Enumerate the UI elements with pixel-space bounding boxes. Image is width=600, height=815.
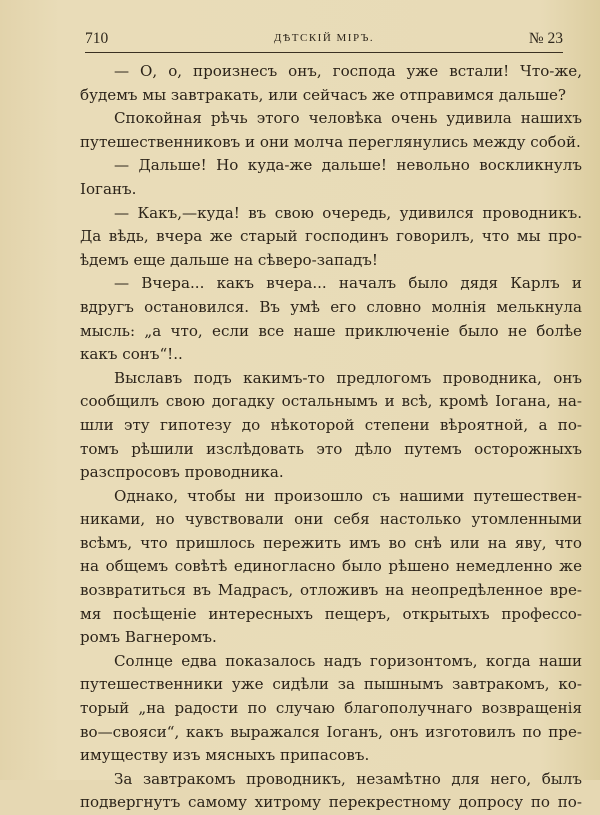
text-line: Солнце едва показалось надъ горизонтомъ, когда наши bbox=[114, 651, 582, 670]
text-line: — Какъ,—куда! въ свою очередь, удивился проводникъ. bbox=[114, 203, 582, 222]
text-line: всѣмъ, что пришлось пережить имъ во снѣ или на яву, что bbox=[80, 533, 582, 552]
paragraph bbox=[80, 650, 582, 768]
text-line: путешественниковъ и они молча переглянулись между собой. bbox=[80, 132, 581, 151]
text-line: будемъ мы завтракать, или сейчасъ же отправимся дальше? bbox=[80, 85, 567, 104]
text-line: ѣдемъ еще дальше на сѣверо-западъ! bbox=[80, 250, 378, 269]
text-line: торый „на радости по случаю благополучнаго возвращенія bbox=[80, 699, 582, 718]
text-line: вдругъ остановился. Въ умѣ его словно молнія мелькнула bbox=[80, 297, 582, 316]
text-line: Іоганъ. bbox=[80, 179, 137, 198]
text-line: — Вчера... какъ вчера... началъ было дядя Карлъ и bbox=[114, 274, 582, 293]
text-line: какъ сонъ“!.. bbox=[80, 345, 183, 364]
paragraph bbox=[80, 367, 582, 485]
article-body bbox=[80, 60, 582, 815]
text-line: мя посѣщеніе интересныхъ пещеръ, открытыхъ профессо- bbox=[80, 604, 582, 623]
running-header bbox=[85, 30, 563, 52]
text-line: никами, но чувствовали они себя настолько утомленными bbox=[80, 510, 582, 529]
issue-number: № 23 bbox=[528, 30, 563, 47]
text-line: шли эту гипотезу до нѣкоторой степени вѣроятной, а по- bbox=[80, 415, 582, 434]
text-line: возвратиться въ Мадрасъ, отложивъ на неопредѣленное вре- bbox=[80, 581, 582, 600]
text-line: томъ рѣшили изслѣдовать это дѣло путемъ осторожныхъ bbox=[80, 439, 582, 458]
text-line: имуществу изъ мясныхъ припасовъ. bbox=[80, 746, 370, 765]
text-line: Выславъ подъ какимъ-то предлогомъ проводника, онъ bbox=[114, 368, 582, 387]
paragraph bbox=[80, 60, 582, 107]
text-line: подвергнутъ самому хитрому перекрестному допросу по по- bbox=[80, 793, 582, 812]
text-line: Однако, чтобы ни произошло съ нашими путешествен- bbox=[114, 486, 582, 505]
paragraph bbox=[80, 154, 582, 201]
text-line: Да вѣдь, вчера же старый господинъ говорилъ, что мы про- bbox=[80, 227, 582, 246]
text-line: разспросовъ проводника. bbox=[80, 463, 284, 482]
text-line: — Дальше! Но куда-же дальше! невольно воскликнулъ bbox=[114, 156, 582, 175]
paragraph bbox=[80, 485, 582, 650]
paragraph bbox=[80, 272, 582, 366]
text-line: — О, о, произнесъ онъ, господа уже встали! Что-же, bbox=[114, 62, 582, 80]
paragraph bbox=[80, 768, 582, 815]
text-line: на общемъ совѣтѣ единогласно было рѣшено немедленно же bbox=[80, 557, 582, 576]
header-rule bbox=[85, 52, 563, 53]
text-line: За завтракомъ проводникъ, незамѣтно для него, былъ bbox=[114, 769, 582, 788]
page-number: 710 bbox=[85, 30, 109, 47]
paragraph bbox=[80, 107, 582, 154]
text-line: мысль: „а что, если все наше приключеніе было не болѣе bbox=[80, 321, 582, 340]
text-line: путешественники уже сидѣли за пышнымъ завтракомъ, ко- bbox=[80, 675, 582, 694]
text-line: Спокойная рѣчь этого человѣка очень удивила нашихъ bbox=[114, 109, 582, 128]
journal-title: ДѢТСКІЙ МІРЪ. bbox=[273, 32, 375, 44]
text-line: во—свояси“, какъ выражался Іоганъ, онъ изготовилъ по пре- bbox=[80, 722, 582, 741]
text-line: ромъ Вагнеромъ. bbox=[80, 628, 217, 647]
text-line: сообщилъ свою догадку остальнымъ и всѣ, кромѣ Іогана, на- bbox=[80, 392, 582, 411]
paragraph bbox=[80, 202, 582, 273]
